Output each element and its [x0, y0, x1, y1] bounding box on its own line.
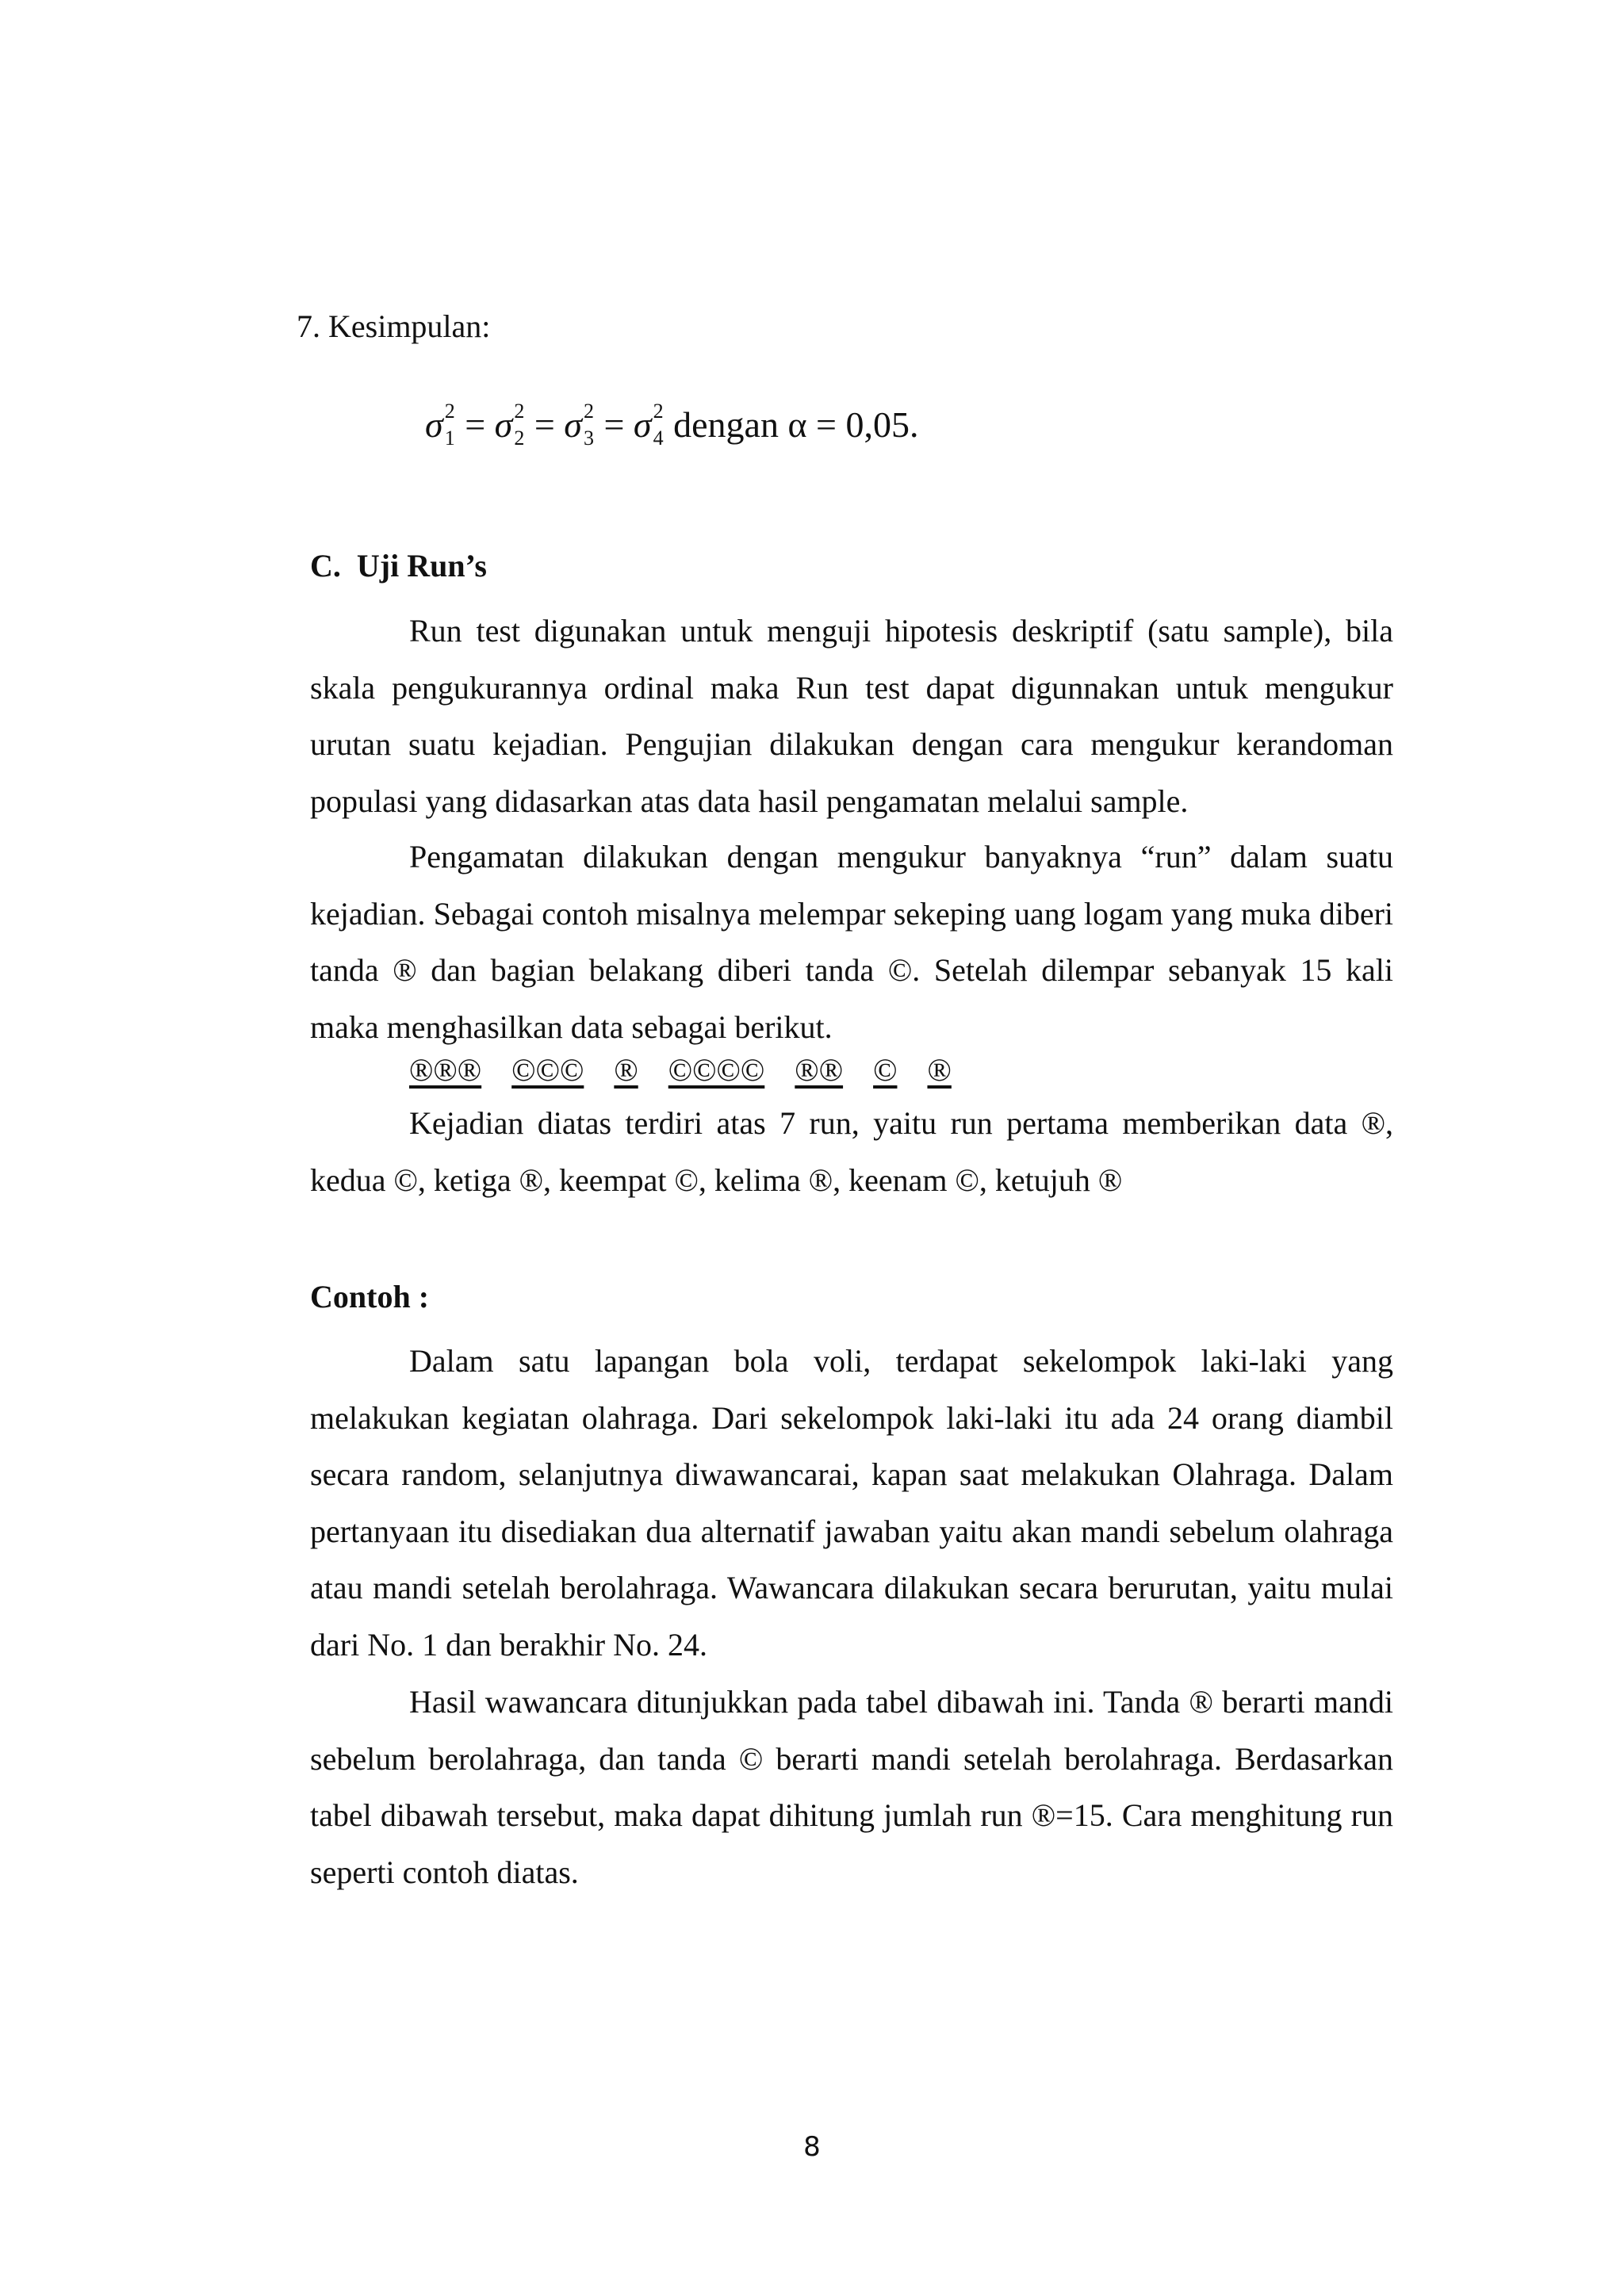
formula-superscript: 2 [444, 400, 455, 423]
conclusion-label: 7. Kesimpulan: [297, 308, 491, 344]
sigma-symbol: σ [633, 404, 652, 445]
sigma-symbol: σ [494, 404, 513, 445]
section-heading: C. Uji Run’s [310, 548, 487, 584]
run-group: © [873, 1052, 898, 1088]
run-sequence [409, 1051, 982, 1089]
formula-subscript: 2 [514, 427, 525, 450]
formula-subscript: 1 [444, 427, 455, 450]
paragraph-run-observation: Pengamatan dilakukan dengan mengukur banyaknya “run” dalam suatu kejadian. Sebagai contoh misalnya melempar sekeping uang logam yang muka diberi tanda ® dan bagian belakang diberi tanda ©. Setelah dilempar sebanyak 15 kali maka menghasilkan data sebagai berikut. [310, 839, 1393, 1045]
paragraph-run-explanation: Kejadian diatas terdiri atas 7 run, yaitu run pertama memberikan data ®, kedua ©, ketiga ®, keempat ©, kelima ®, keenam ©, ketujuh ® [310, 1105, 1393, 1198]
paragraph-run-test-definition: Run test digunakan untuk menguji hipotesis deskriptif (satu sample), bila skala pengukurannya ordinal maka Run test dapat digunnakan untuk mengukur urutan suatu kejadian. Pengujian dilakukan dengan cara mengukur kerandoman populasi yang didasarkan atas data hasil pengamatan melalui sample. [310, 613, 1393, 819]
formula-equals: = [534, 404, 555, 445]
formula-subscript: 4 [653, 427, 664, 450]
page-number: 8 [803, 2131, 821, 2163]
example-heading: Contoh : [310, 1279, 430, 1314]
paragraph-example-results: Hasil wawancara ditunjukkan pada tabel dibawah ini. Tanda ® berarti mandi sebelum berolahraga, dan tanda © berarti mandi setelah berolahraga. Berdasarkan tabel dibawah tersebut, maka dapat dihitung jumlah run ®=15. Cara menghitung run seperti contoh diatas. [310, 1684, 1393, 1890]
formula-superscript: 2 [514, 400, 525, 423]
formula-equals: = [603, 404, 625, 445]
formula-subscript: 3 [583, 427, 594, 450]
formula-equals: = [465, 404, 486, 445]
run-group: ® [927, 1052, 952, 1088]
sigma-symbol: σ [564, 404, 582, 445]
run-group: ®®® [409, 1052, 482, 1088]
paragraph-example-volleyball: Dalam satu lapangan bola voli, terdapat sekelompok laki-laki yang melakukan kegiatan olahraga. Dari sekelompok laki-laki itu ada 24 orang diambil secara random, selanjutnya diwawancarai, kapan saat melakukan Olahraga. Dalam pertanyaan itu disediakan dua alternatif jawaban yaitu akan mandi sebelum olahraga atau mandi setelah berolahraga. Wawancara dilakukan secara berurutan, yaitu mulai dari No. 1 dan berakhir No. 24. [310, 1343, 1393, 1663]
run-group: ©©© [511, 1052, 584, 1088]
run-group: ® [614, 1052, 638, 1088]
run-group: ®® [795, 1052, 844, 1088]
run-group: ©©©© [668, 1052, 765, 1088]
formula-superscript: 2 [653, 400, 664, 423]
sigma-symbol: σ [425, 404, 443, 445]
variance-equality-formula [425, 401, 919, 449]
formula-superscript: 2 [583, 400, 594, 423]
formula-suffix: dengan α = 0,05. [673, 404, 919, 445]
